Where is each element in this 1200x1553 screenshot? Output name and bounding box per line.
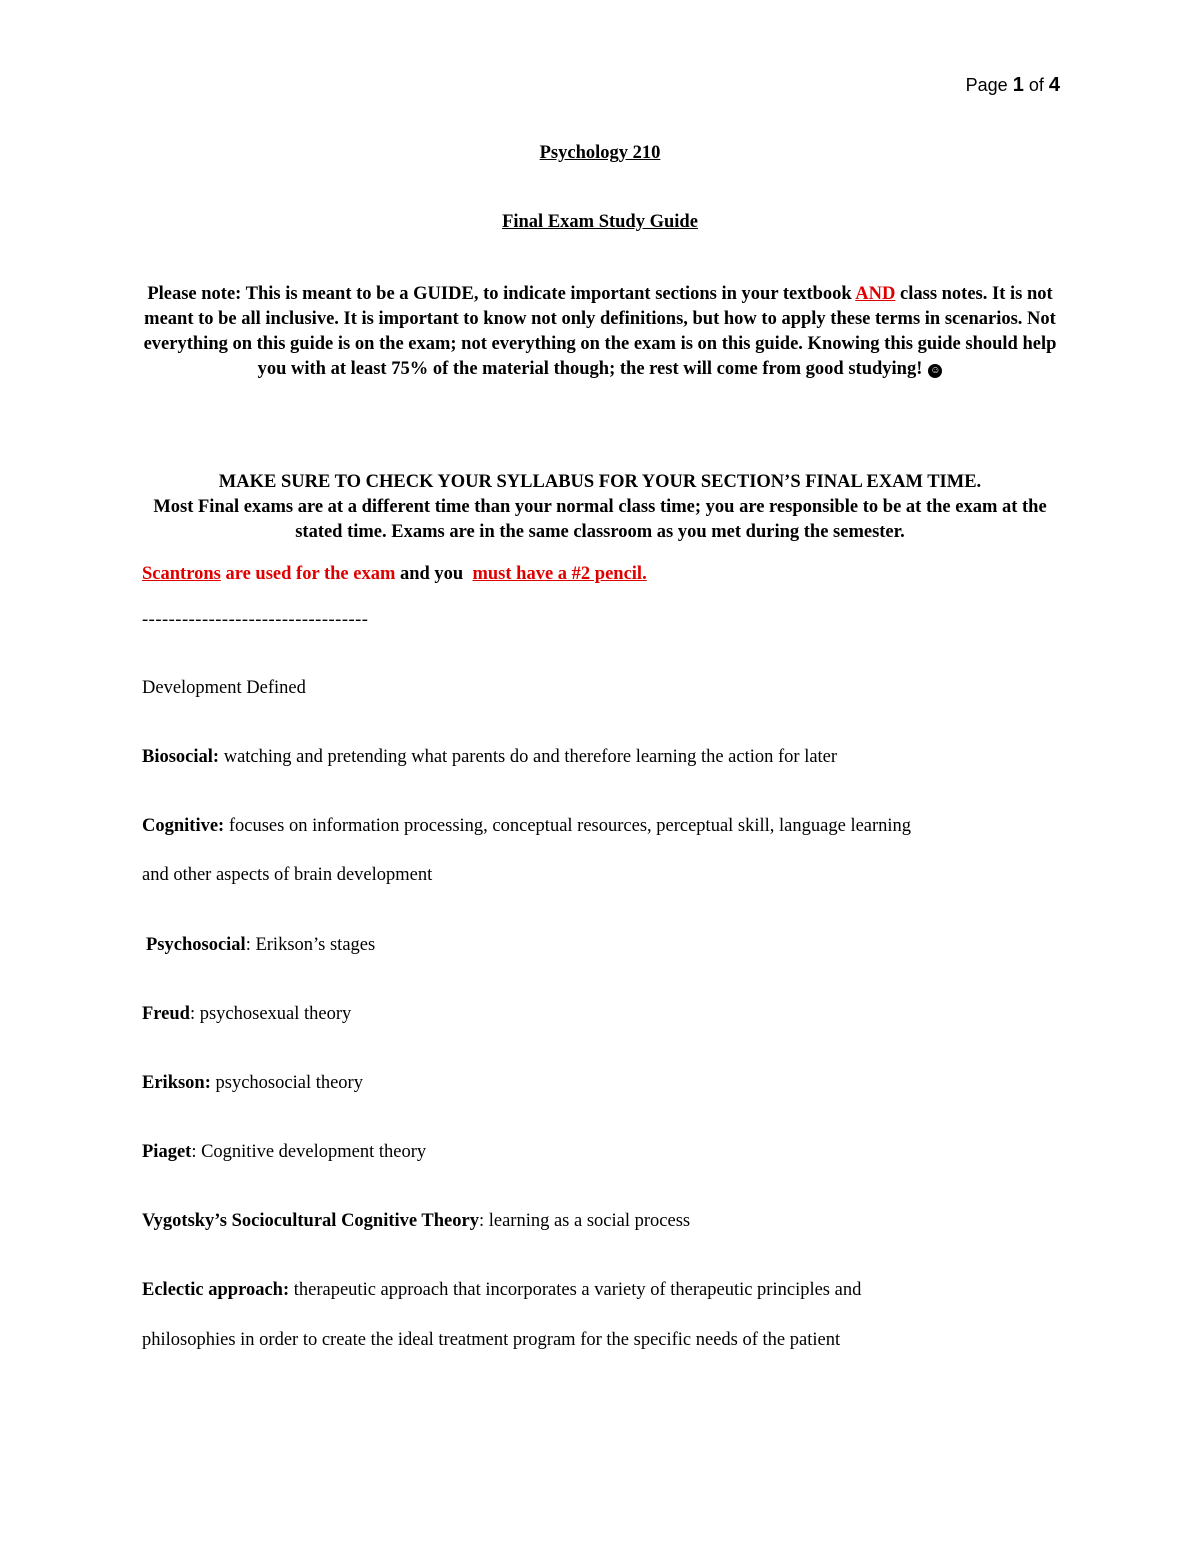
term-definition: : Cognitive development theory — [191, 1142, 427, 1162]
term-eclectic-continued: philosophies in order to create the ideal treatment program for the specific needs of the patient — [142, 1330, 841, 1350]
page-current: 1 — [1012, 74, 1024, 96]
term-eclectic — [142, 1280, 861, 1301]
syllabus-rest: Most Final exams are at a different time than your normal class time; you are responsible to be at the exam at the stated time. Exams are in the same classroom as you met during the semester. — [153, 497, 1047, 542]
term-label: Eclectic approach: — [142, 1280, 290, 1300]
term-definition: : psychosexual theory — [189, 1004, 352, 1024]
guide-title: Final Exam Study Guide — [502, 212, 698, 232]
section-heading: Development Defined — [142, 678, 306, 698]
term-label: Freud — [142, 1004, 190, 1024]
course-title: Psychology 210 — [539, 143, 661, 163]
term-label: Piaget — [142, 1142, 192, 1162]
scantron-word: Scantrons — [142, 564, 221, 584]
term-definition: focuses on information processing, conceptual resources, perceptual skill, language learning — [224, 816, 912, 836]
note-text-b: class notes. It is not meant to be all inclusive. It is important to know not only definitions, but how to apply these terms in scenarios. Not everything on this guide is on the exam; not everything on the exam is on this guide. Knowing this guide should help you with at least 75% of the material though; the rest will come from good studying! — [143, 284, 1057, 379]
term-vygotsky — [142, 1211, 690, 1232]
scantron-and-you: and you — [395, 564, 473, 584]
note-and: AND — [855, 284, 896, 304]
term-freud — [142, 1004, 351, 1025]
term-cognitive-continued: and other aspects of brain development — [142, 865, 433, 885]
divider-dashes: ---------------------------------- — [142, 610, 369, 630]
term-erikson — [142, 1073, 363, 1094]
term-label: Cognitive: — [142, 816, 225, 836]
term-definition: watching and pretending what parents do and therefore learning the action for later — [219, 747, 838, 767]
term-label: Biosocial: — [142, 747, 220, 767]
term-label: Psychosocial — [146, 935, 246, 955]
scantron-used: are used for the exam — [220, 564, 396, 584]
term-piaget — [142, 1142, 426, 1163]
term-definition: therapeutic approach that incorporates a variety of therapeutic principles and — [289, 1280, 862, 1300]
please-note-paragraph — [140, 282, 1060, 382]
term-psychosocial — [146, 935, 375, 956]
term-label: Erikson: — [142, 1073, 211, 1093]
note-text-a: Please note: This is meant to be a GUIDE, to indicate important sections in your textbook — [147, 284, 856, 304]
term-label: Vygotsky’s Sociocultural Cognitive Theory — [142, 1211, 479, 1231]
smiley-icon: ☺ — [930, 365, 941, 376]
page-prefix: Page — [965, 75, 1008, 95]
page-total: 4 — [1048, 74, 1060, 96]
scantron-line — [142, 564, 647, 585]
page-of: of — [1028, 75, 1044, 95]
page-number-header — [966, 74, 1060, 97]
term-definition: psychosocial theory — [210, 1073, 363, 1093]
syllabus-line1: MAKE SURE TO CHECK YOUR SYLLABUS FOR YOUR SECTION’S FINAL EXAM TIME. — [218, 472, 982, 492]
term-definition: : learning as a social process — [478, 1211, 691, 1231]
term-definition: : Erikson’s stages — [245, 935, 376, 955]
scantron-pencil: must have a #2 pencil. — [472, 564, 647, 584]
term-cognitive — [142, 816, 911, 837]
syllabus-paragraph — [140, 470, 1060, 545]
term-biosocial — [142, 747, 837, 768]
